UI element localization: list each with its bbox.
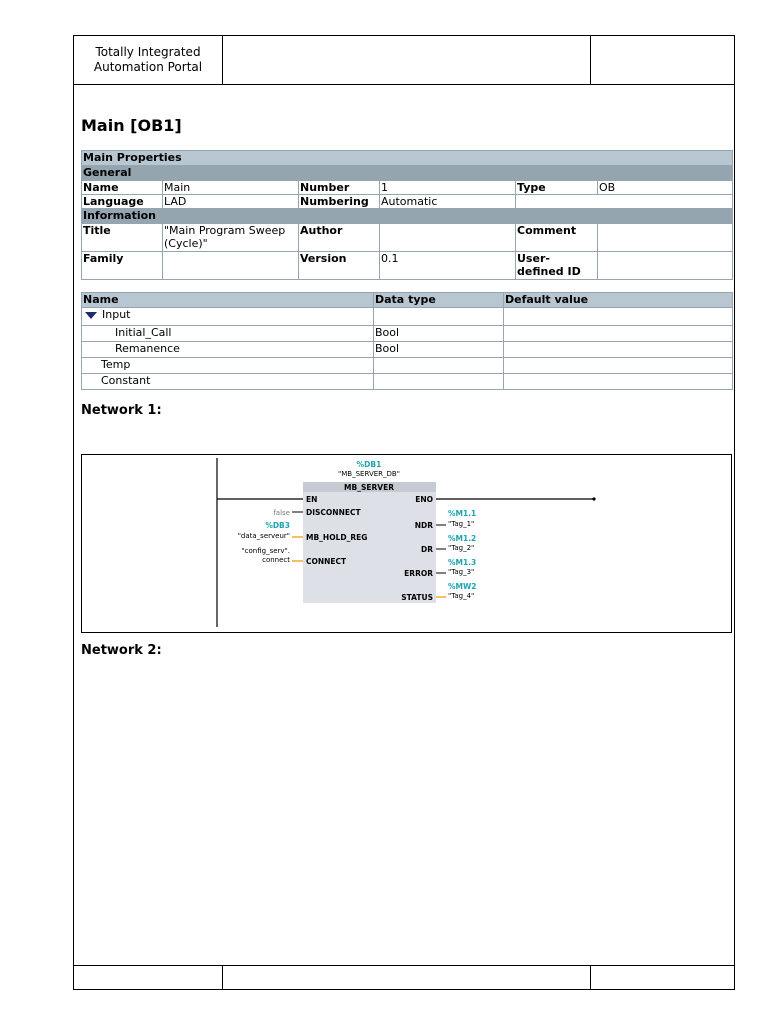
header-center-cell — [223, 36, 591, 84]
name-value: Main — [163, 181, 299, 195]
row-name: Temp — [82, 358, 374, 374]
number-label: Number — [299, 181, 380, 195]
row-name: Constant — [82, 374, 374, 390]
ndr-tag: "Tag_1" — [448, 520, 475, 528]
version-label: Version — [299, 252, 380, 280]
table-row — [82, 308, 733, 326]
author-value — [380, 224, 516, 252]
pin-connect: CONNECT — [306, 557, 347, 566]
properties-section-title: Main Properties — [82, 151, 733, 166]
pin-mb-hold-reg: MB_HOLD_REG — [306, 533, 368, 542]
row-name: Initial_Call — [82, 326, 374, 342]
instance-db-address: %DB1 — [356, 460, 382, 469]
author-label: Author — [299, 224, 380, 252]
pin-ndr: NDR — [414, 521, 433, 530]
row-default — [504, 308, 733, 326]
expand-triangle-icon[interactable] — [85, 312, 97, 319]
row-datatype — [374, 374, 504, 390]
connect-value: "config_serv". — [241, 547, 290, 555]
language-label: Language — [82, 195, 163, 209]
page-header — [73, 35, 735, 85]
pin-disconnect: DISCONNECT — [306, 508, 361, 517]
ladder-diagram — [82, 455, 731, 632]
row-datatype — [374, 358, 504, 374]
title-value: "Main Program Sweep (Cycle)" — [163, 224, 299, 252]
interface-table — [81, 292, 733, 390]
family-label: Family — [82, 252, 163, 280]
eno-end-dot — [592, 497, 595, 500]
instance-db-name: "MB_SERVER_DB" — [338, 470, 400, 478]
row-default — [504, 358, 733, 374]
userid-value — [598, 252, 733, 280]
row-datatype: Bool — [374, 326, 504, 342]
page-title: Main [OB1] — [81, 116, 182, 135]
network-1-box — [81, 454, 732, 633]
col-header-default: Default value — [504, 293, 733, 308]
row-default — [504, 326, 733, 342]
empty-cell — [516, 195, 733, 209]
error-address: %M1.3 — [448, 558, 477, 567]
row-name: Remanence — [82, 342, 374, 358]
numbering-value: Automatic — [380, 195, 516, 209]
version-value: 0.1 — [380, 252, 516, 280]
status-tag: "Tag_4" — [448, 592, 475, 600]
table-row — [82, 358, 733, 374]
type-label: Type — [516, 181, 598, 195]
dr-tag: "Tag_2" — [448, 544, 475, 552]
hold-reg-value: "data_serveur" — [237, 532, 290, 540]
footer-left-cell — [74, 966, 223, 989]
row-name: Input — [102, 308, 131, 321]
footer-center-cell — [223, 966, 591, 989]
disconnect-value: false — [273, 509, 290, 517]
number-value: 1 — [380, 181, 516, 195]
table-row — [82, 326, 733, 342]
pin-dr: DR — [420, 545, 433, 554]
network-2-title: Network 2: — [81, 643, 162, 658]
userid-label: User-defined ID — [516, 252, 598, 280]
type-value: OB — [598, 181, 733, 195]
pin-en: EN — [306, 495, 318, 504]
dr-address: %M1.2 — [448, 534, 477, 543]
ndr-address: %M1.1 — [448, 509, 477, 518]
hold-reg-address: %DB3 — [265, 521, 290, 530]
block-name: MB_SERVER — [344, 483, 394, 492]
pin-status: STATUS — [401, 593, 433, 602]
family-value — [163, 252, 299, 280]
header-right-cell — [591, 36, 734, 84]
language-value: LAD — [163, 195, 299, 209]
row-default — [504, 342, 733, 358]
error-tag: "Tag_3" — [448, 568, 475, 576]
information-section-title: Information — [82, 209, 733, 224]
comment-label: Comment — [516, 224, 598, 252]
pin-error: ERROR — [404, 569, 433, 578]
table-row — [82, 374, 733, 390]
comment-value — [598, 224, 733, 252]
connect-value-member: connect — [262, 556, 290, 564]
col-header-datatype: Data type — [374, 293, 504, 308]
general-section-title: General — [82, 166, 733, 181]
name-label: Name — [82, 181, 163, 195]
row-default — [504, 374, 733, 390]
page-footer — [73, 965, 735, 990]
title-label: Title — [82, 224, 163, 252]
status-address: %MW2 — [448, 582, 477, 591]
footer-right-cell — [591, 966, 734, 989]
row-datatype: Bool — [374, 342, 504, 358]
network-1-title: Network 1: — [81, 403, 162, 418]
portal-name: Totally Integrated Automation Portal — [74, 36, 223, 84]
col-header-name: Name — [82, 293, 374, 308]
row-datatype — [374, 308, 504, 326]
pin-eno: ENO — [415, 495, 433, 504]
properties-table — [81, 150, 733, 280]
numbering-label: Numbering — [299, 195, 380, 209]
table-row — [82, 342, 733, 358]
